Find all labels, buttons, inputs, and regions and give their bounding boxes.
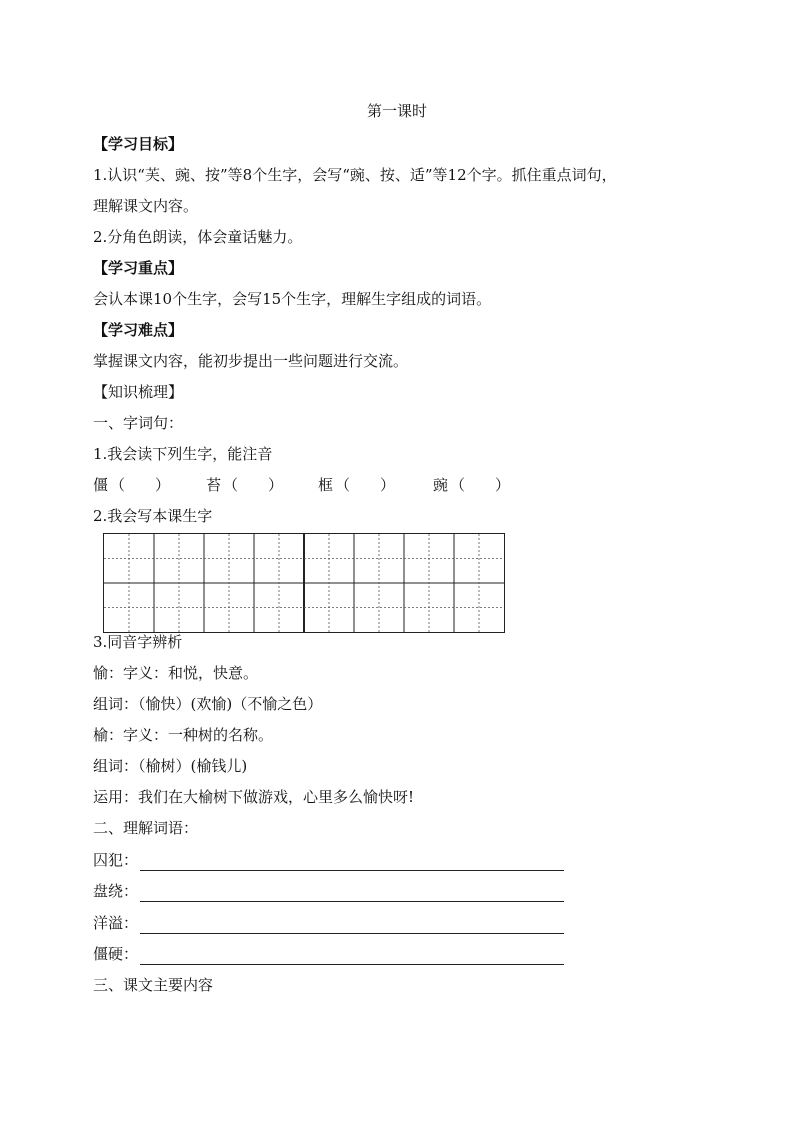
pinyin-char: 豌: [433, 476, 449, 494]
yu1-words: 组词：（愉快）(欢愉)（不愉之色）: [93, 695, 323, 713]
pinyin-item: [196, 474, 309, 496]
goal-1-line-a: 1.认识“芙、豌、按”等8个生字，会写“豌、按、适”等12个字。抓住重点词句，: [93, 166, 617, 184]
knowledge-heading: 【知识梳理】: [93, 383, 184, 401]
writing-grid[interactable]: [103, 533, 505, 633]
pinyin-item: [93, 474, 196, 496]
read-prompt: 1.我会读下列生字，能注音: [93, 445, 273, 463]
yu2-words: 组词：（榆树）(榆钱儿): [93, 757, 248, 775]
vocab-row: [93, 912, 564, 934]
key-heading: 【学习重点】: [93, 259, 184, 277]
vocab-row: [93, 943, 564, 965]
answer-line[interactable]: [140, 856, 564, 871]
homophone-prompt: 3.同音字辨析: [93, 633, 183, 651]
yu1-definition: 愉：字义：和悦，快意。: [93, 664, 259, 682]
vocab-label: 僵硬：: [93, 945, 139, 963]
key-text: 会认本课10个生字，会写15个生字，理解生字组成的词语。: [93, 290, 492, 308]
pinyin-blank[interactable]: （ ）: [450, 476, 511, 494]
vocab-label: 囚犯：: [93, 851, 139, 869]
part-two-heading: 二、理解词语：: [93, 819, 199, 837]
pinyin-blank[interactable]: （ ）: [335, 476, 396, 494]
part-one-heading: 一、字词句：: [93, 414, 184, 432]
pinyin-char: 框: [318, 476, 334, 494]
vocab-row: [93, 849, 564, 871]
pinyin-char: 苔: [206, 476, 222, 494]
part-three-heading: 三、课文主要内容: [93, 976, 214, 994]
pinyin-blank[interactable]: （ ）: [223, 476, 284, 494]
difficulty-text: 掌握课文内容，能初步提出一些问题进行交流。: [93, 352, 409, 370]
pinyin-item: [421, 474, 536, 496]
vocab-label: 洋溢：: [93, 914, 139, 932]
answer-line[interactable]: [140, 950, 564, 965]
vocab-label: 盘绕：: [93, 882, 139, 900]
goal-1-line-b: 理解课文内容。: [93, 197, 199, 215]
goal-2: 2.分角色朗读，体会童话魅力。: [93, 228, 303, 246]
answer-line[interactable]: [140, 887, 564, 902]
goals-heading: 【学习目标】: [93, 135, 184, 153]
pinyin-char: 僵: [93, 476, 109, 494]
pinyin-item: [309, 474, 421, 496]
pinyin-row: [93, 474, 536, 496]
usage-sentence: 运用：我们在大榆树下做游戏，心里多么愉快呀!: [93, 788, 415, 806]
yu2-definition: 榆：字义：一种树的名称。: [93, 726, 274, 744]
pinyin-blank[interactable]: （ ）: [110, 476, 171, 494]
answer-line[interactable]: [140, 919, 564, 934]
write-prompt: 2.我会写本课生字: [93, 507, 213, 525]
vocab-row: [93, 880, 564, 902]
page-title: 第一课时: [366, 102, 427, 120]
writing-grid-lines: [104, 534, 504, 632]
difficulty-heading: 【学习难点】: [93, 321, 184, 339]
